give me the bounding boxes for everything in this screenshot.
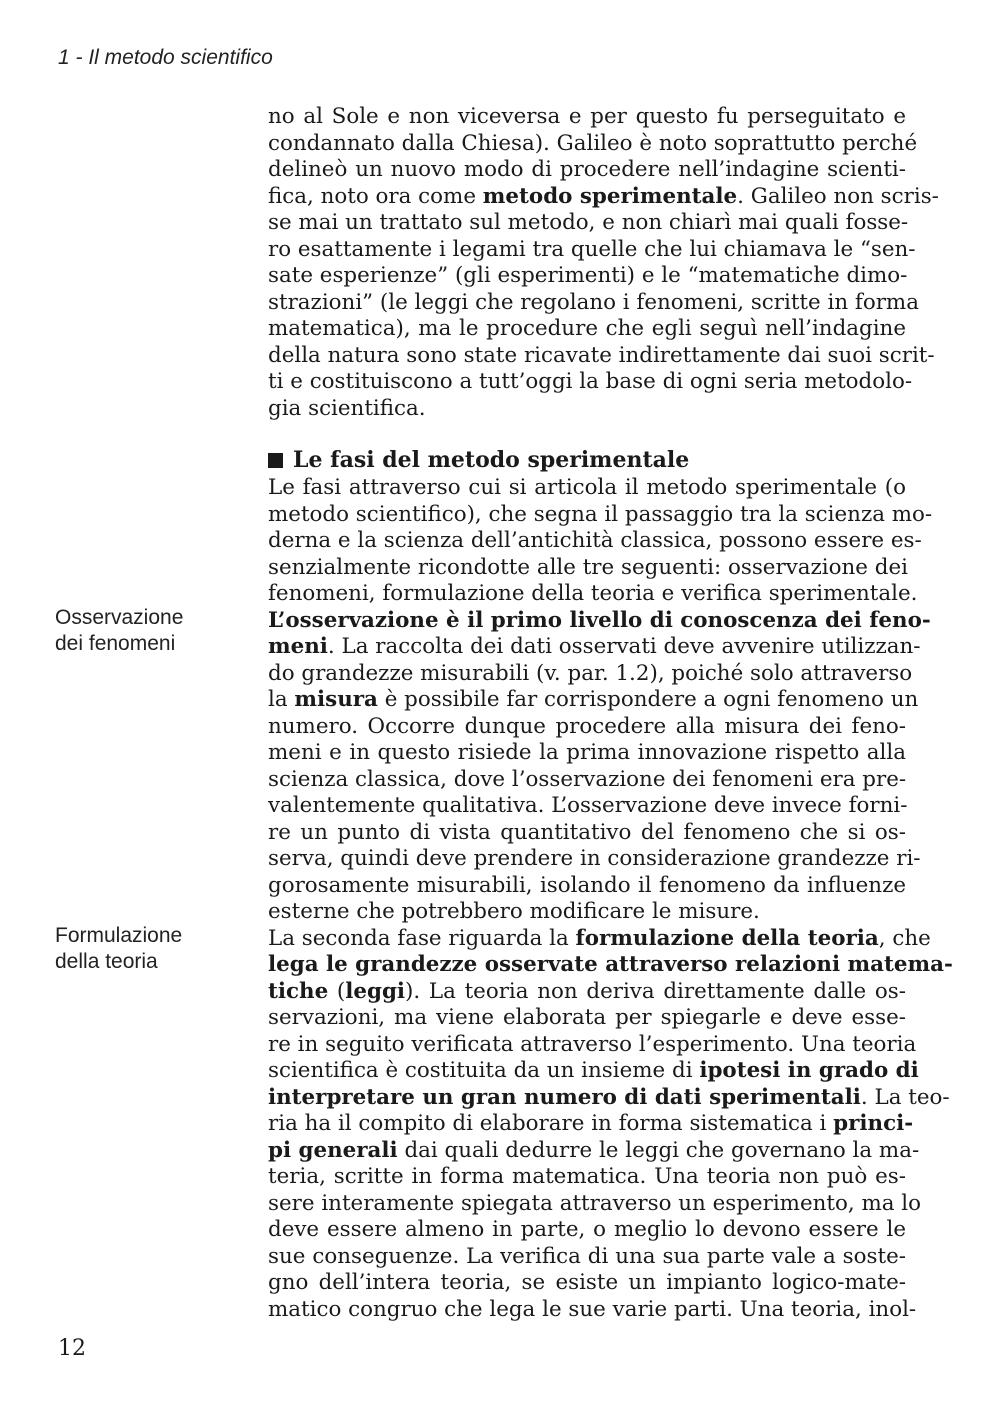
- margin-note-line: della teoria: [55, 950, 158, 973]
- text-run: sue conseguenze. La verifica di una sua parte vale a soste-: [268, 1243, 906, 1269]
- square-bullet-icon: [268, 453, 283, 468]
- text-run: gorosamente misurabili, isolando il fenomeno da influenze: [268, 872, 906, 898]
- text-run: (: [328, 978, 346, 1004]
- text-run: matematica), ma le procedure che egli seguì nell’indagine: [268, 316, 906, 341]
- text-run: delineò un nuovo modo di procedere nell’indagine scienti-: [268, 157, 906, 182]
- running-head: 1 - Il metodo scientifico: [58, 46, 273, 69]
- margin-note-line: Formulazione: [55, 924, 183, 947]
- text-line: [268, 979, 906, 1006]
- text-run: . La raccolta dei dati osservati deve avvenire utilizzan-: [327, 634, 921, 659]
- text-line: [268, 501, 933, 529]
- text-run: ria ha il compito di elaborare in forma sistematica i: [268, 1111, 834, 1136]
- text-line: [268, 316, 906, 343]
- text-line: [268, 634, 921, 661]
- text-run: la: [268, 687, 295, 712]
- text-line: [268, 396, 906, 423]
- text-line: [268, 1005, 906, 1032]
- text-line: [268, 1270, 906, 1297]
- text-line: [268, 1031, 917, 1059]
- text-line: [268, 873, 906, 900]
- bold-term: interpretare un gran numero di dati sperimentali: [268, 1084, 861, 1110]
- text-line: [268, 581, 918, 608]
- page-number: 12: [58, 1336, 86, 1361]
- text-run: gno dell’intera teoria, se esiste un impianto logico-mate-: [268, 1270, 906, 1295]
- text-line: [268, 369, 913, 396]
- text-run: servazioni, ma viene elaborata per spiegarle e deve esse-: [268, 1005, 906, 1030]
- text-line: [268, 1137, 920, 1165]
- text-run: re in seguito verificata attraverso l’esperimento. Una teoria: [268, 1031, 917, 1057]
- text-run: . La teo-: [860, 1084, 950, 1110]
- bold-term: misura: [294, 687, 378, 712]
- text-run: scienza classica, dove l’osservazione dei fenomeni era pre-: [268, 766, 907, 792]
- text-line: [268, 475, 906, 502]
- text-run: fica, noto ora come: [268, 183, 483, 209]
- text-line: [268, 767, 906, 794]
- margin-note-formulation: [55, 923, 182, 975]
- text-line: [268, 130, 918, 158]
- text-line: [268, 555, 906, 582]
- text-line: [268, 1296, 917, 1324]
- bold-term: princi-: [833, 1111, 914, 1136]
- text-run: deve essere almeno in parte, o meglio lo devono essere le: [268, 1217, 906, 1242]
- text-run: ro esattamente i legami tra quelle che lui chiamava le “sen-: [268, 236, 916, 262]
- paragraph-phases-intro: [268, 475, 933, 608]
- text-line: [268, 714, 906, 741]
- text-run: . Galileo non scris-: [737, 183, 939, 209]
- text-run: condannato dalla Chiesa). Galileo è noto soprattutto perché: [268, 130, 918, 156]
- section-heading-text: Le fasi del metodo sperimentale: [293, 447, 690, 473]
- margin-note-observation: [55, 605, 183, 657]
- text-run: matico congruo che lega le sue varie parti. Una teoria, inol-: [268, 1296, 917, 1322]
- text-line: [268, 1190, 922, 1218]
- text-run: derna e la scienza dell’antichità classica, possono essere es-: [268, 528, 922, 553]
- text-line: [268, 1244, 906, 1271]
- text-run: Le fasi attraverso cui si articola il metodo sperimentale (o: [268, 475, 906, 500]
- bold-term: L’osservazione è il primo livello di conoscenza dei feno-: [268, 607, 931, 633]
- text-run: serva, quindi deve prendere in considerazione grandezze ri-: [268, 846, 921, 871]
- text-run: se mai un trattato sul metodo, e non chiarì mai quali fosse-: [268, 210, 909, 235]
- text-run: esterne che potrebbero modificare le misure.: [268, 899, 760, 924]
- text-line: [268, 342, 935, 370]
- text-line: [268, 528, 922, 555]
- text-run: gia scientifica.: [268, 395, 426, 421]
- text-line: [268, 1111, 914, 1138]
- text-run: meni e in questo risiede la prima innovazione rispetto alla: [268, 740, 906, 765]
- bold-term: leggi: [345, 978, 406, 1004]
- text-run: strazioni” (le leggi che regolano i fenomeni, scritte in forma: [268, 289, 919, 315]
- text-line: [268, 263, 906, 290]
- text-line: [268, 1164, 906, 1191]
- text-run: dai quali dedurre le leggi che governano la ma-: [397, 1137, 920, 1163]
- bold-term: pi generali: [268, 1137, 398, 1163]
- text-run: ). La teoria non deriva direttamente dalle os-: [405, 978, 906, 1004]
- text-line: [268, 952, 953, 979]
- bold-term: lega le grandezze osservate attraverso relazioni matema-: [268, 952, 953, 977]
- text-line: [268, 104, 906, 131]
- bold-term: tiche: [268, 978, 329, 1004]
- paragraph-formulation: [268, 925, 953, 1324]
- text-run: numero. Occorre dunque procedere alla misura dei feno-: [268, 713, 906, 739]
- paragraph-observation: [268, 607, 931, 926]
- text-run: , che: [878, 925, 931, 951]
- paragraph-galileo: [268, 104, 939, 422]
- text-line: [268, 820, 906, 847]
- text-run: teria, scritte in forma matematica. Una teoria non può es-: [268, 1164, 906, 1189]
- text-line: [268, 607, 931, 635]
- text-run: senzialmente ricondotte alle tre seguenti: osservazione dei: [268, 554, 908, 580]
- text-line: [268, 289, 919, 317]
- section-heading: [268, 447, 689, 473]
- text-run: sate esperienze” (gli esperimenti) e le “matematiche dimo-: [268, 263, 908, 288]
- text-line: [268, 1217, 906, 1244]
- bold-term: formulazione della teoria: [575, 925, 879, 951]
- margin-note-line: Osservazione: [55, 606, 184, 629]
- text-line: [268, 899, 906, 926]
- text-run: no al Sole e non viceversa e per questo fu perseguitato e: [268, 104, 906, 129]
- text-run: ti e costituiscono a tutt’oggi la base di ogni seria metodolo-: [268, 369, 913, 394]
- text-run: re un punto di vista quantitativo del fenomeno che si os-: [268, 819, 906, 845]
- text-run: è possibile far corrispondere a ogni fenomeno un: [377, 687, 919, 712]
- text-line: [268, 925, 931, 953]
- text-line: [268, 687, 919, 714]
- text-line: [268, 236, 916, 264]
- text-line: [268, 1084, 950, 1112]
- text-line: [268, 740, 906, 767]
- text-line: [268, 210, 909, 237]
- text-line: [268, 1058, 919, 1085]
- text-run: della natura sono state ricavate indirettamente dai suoi scrit-: [268, 342, 935, 368]
- bold-term: meni: [268, 634, 328, 659]
- text-line: [268, 183, 939, 211]
- text-run: sere interamente spiegata attraverso un esperimento, ma lo: [268, 1190, 922, 1216]
- bold-term: ipotesi in grado di: [699, 1058, 919, 1083]
- text-line: [268, 660, 913, 688]
- text-line: [268, 846, 921, 873]
- margin-note-line: dei fenomeni: [55, 632, 176, 655]
- text-run: fenomeni, formulazione della teoria e verifica sperimentale.: [268, 581, 918, 606]
- bold-term: metodo sperimentale: [482, 183, 738, 209]
- text-run: valentemente qualitativa. L’osservazione deve invece forni-: [268, 793, 908, 818]
- text-run: scientifica è costituita da un insieme di: [268, 1058, 700, 1083]
- text-line: [268, 157, 906, 184]
- text-run: La seconda fase riguarda la: [268, 925, 576, 951]
- text-run: do grandezze misurabili (v. par. 1.2), poiché solo attraverso: [268, 660, 913, 686]
- text-run: metodo scientifico), che segna il passaggio tra la scienza mo-: [268, 501, 933, 527]
- text-line: [268, 793, 906, 820]
